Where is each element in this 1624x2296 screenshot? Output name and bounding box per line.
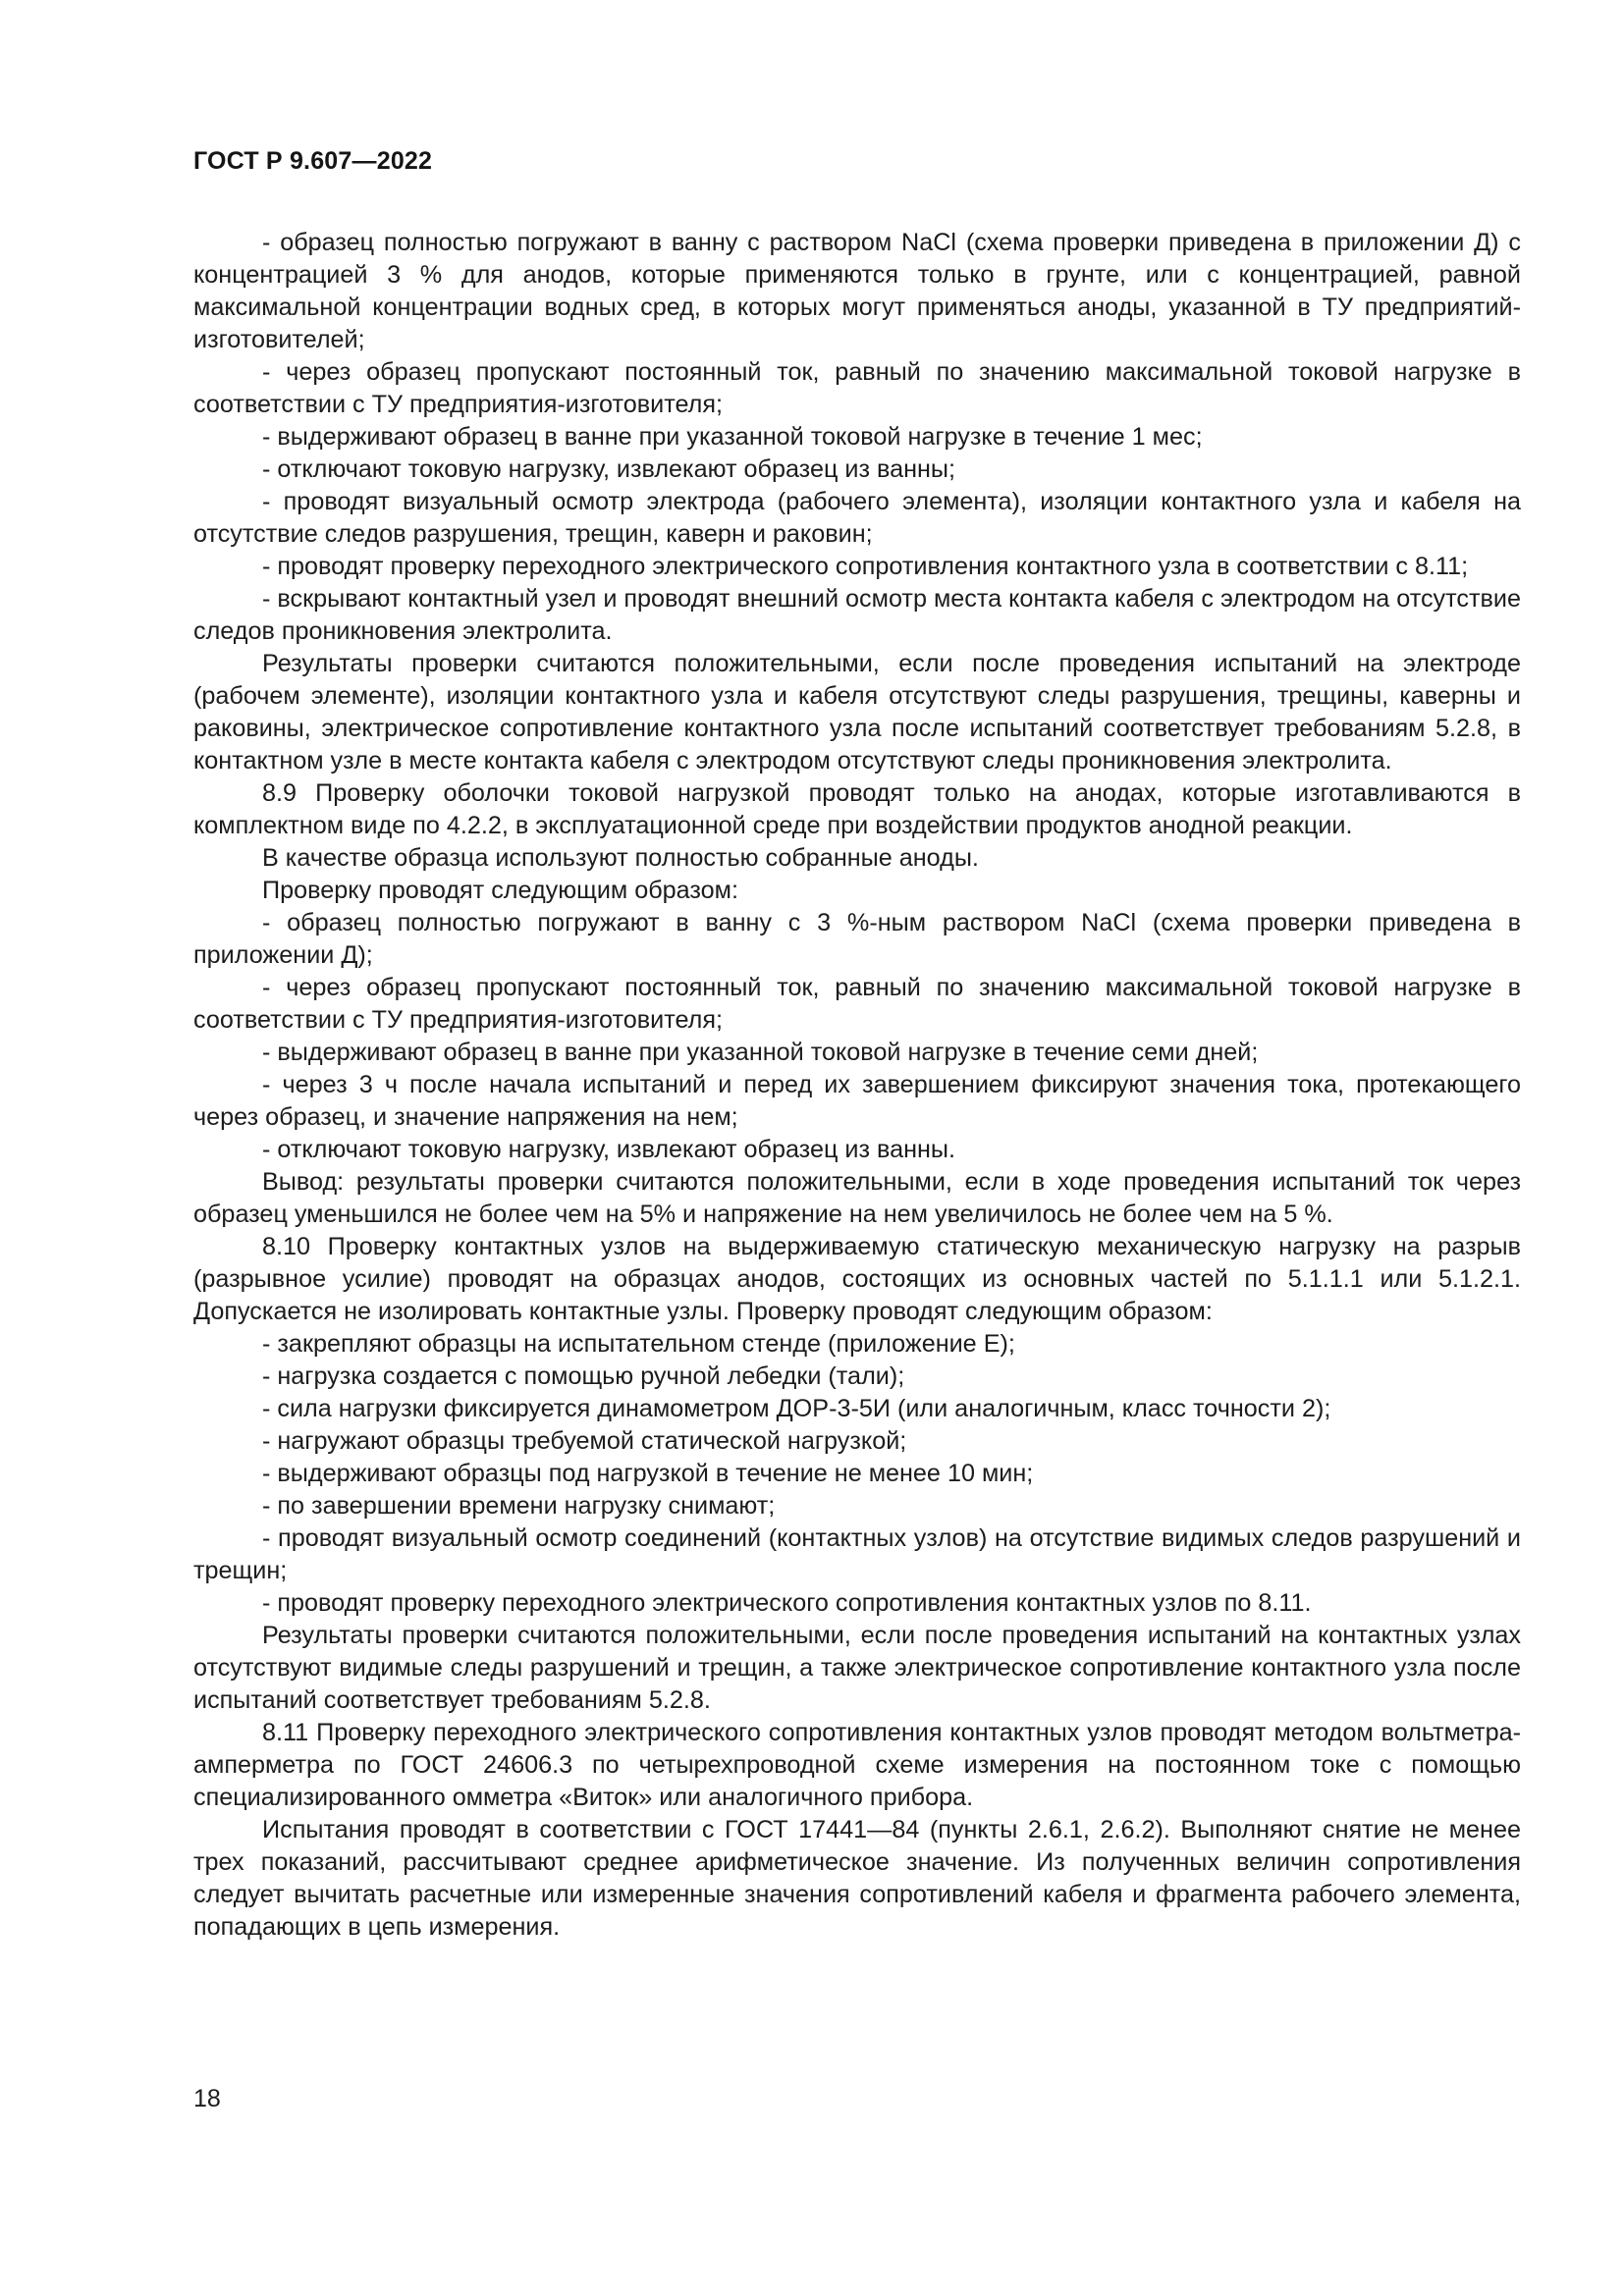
paragraph: - отключают токовую нагрузку, извлекают образец из ванны; [262,455,956,483]
paragraph: - отключают токовую нагрузку, извлекают образец из ванны. [262,1136,956,1163]
paragraph: - через 3 ч после начала испытаний и перед их завершением фиксируют значения тока, протекающего через образец, и значение напряжения на нем; [193,1071,1521,1131]
paragraph: - вскрывают контактный узел и проводят внешний осмотр места контакта кабеля с электродом на отсутствие следов проникновения электролита. [193,585,1521,645]
paragraph: - выдерживают образцы под нагрузкой в течение не менее 10 мин; [262,1460,1034,1487]
paragraph: Результаты проверки считаются положительными, если после проведения испытаний на электроде (рабочем элементе), изоляции контактного узла и кабеля отсутствуют следы разрушения, трещины, каверны и раковины, электрическое сопротивление контактного узла после испытаний соответствует требованиям 5.2.8, в контактном узле в месте контакта кабеля с электродом отсутствуют следы проникновения электролита. [193,650,1521,774]
paragraph: - проводят проверку переходного электрического сопротивления контактных узлов по 8.11. [262,1589,1312,1617]
paragraph: - выдерживают образец в ванне при указанной токовой нагрузке в течение семи дней; [262,1039,1259,1066]
paragraph: Проверку проводят следующим образом: [262,877,738,904]
page-header-doc-code: ГОСТ Р 9.607—2022 [193,147,433,175]
paragraph: - проводят визуальный осмотр электрода (рабочего элемента), изоляции контактного узла и кабеля на отсутствие следов разрушения, трещин, каверн и раковин; [193,488,1521,548]
paragraph: - проводят проверку переходного электрического сопротивления контактного узла в соответствии с 8.11; [262,553,1469,580]
paragraph: - по завершении времени нагрузку снимают; [262,1492,776,1520]
paragraph: 8.11 Проверку переходного электрического сопротивления контактных узлов проводят методом вольтметра-амперметра по ГОСТ 24606.3 по четырехпроводной схеме измерения на постоянном токе с помощью специализированного омметра «Виток» или аналогичного прибора. [193,1719,1521,1811]
paragraph: - проводят визуальный осмотр соединений (контактных узлов) на отсутствие видимых следов разрушений и трещин; [193,1524,1521,1584]
paragraph: - закрепляют образцы на испытательном стенде (приложение Е); [262,1330,1015,1358]
paragraph: Результаты проверки считаются положительными, если после проведения испытаний на контактных узлах отсутствуют видимые следы разрушений и трещин, а также электрическое сопротивление контактного узла после испытаний соответствует требованиям 5.2.8. [193,1622,1521,1714]
paragraph: - сила нагрузки фиксируется динамометром ДОР-3-5И (или аналогичным, класс точности 2); [262,1395,1331,1422]
paragraph: 8.10 Проверку контактных узлов на выдерживаемую статическую механическую нагрузку на разрыв (разрывное усилие) проводят на образцах анодов, состоящих из основных частей по 5.1.1.1 или 5.1.2.1. Допускается не изолировать контактные узлы. Проверку проводят следующим образом: [193,1233,1521,1325]
paragraph: 8.9 Проверку оболочки токовой нагрузкой проводят только на анодах, которые изготавливаются в комплектном виде по 4.2.2, в эксплуатационной среде при воздействии продуктов анодной реакции. [193,779,1521,839]
paragraph: - через образец пропускают постоянный ток, равный по значению максимальной токовой нагрузке в соответствии с ТУ предприятия-изготовителя; [193,974,1521,1034]
page-number: 18 [193,2085,221,2112]
paragraph: В качестве образца используют полностью собранные аноды. [262,844,979,872]
paragraph: - выдерживают образец в ванне при указанной токовой нагрузке в течение 1 мес; [262,423,1203,451]
paragraph: - через образец пропускают постоянный ток, равный по значению максимальной токовой нагрузке в соответствии с ТУ предприятия-изготовителя; [193,358,1521,418]
paragraph: - нагрузка создается с помощью ручной лебедки (тали); [262,1362,905,1390]
paragraph: Вывод: результаты проверки считаются положительными, если в ходе проведения испытаний ток через образец уменьшился не более чем на 5% и напряжение на нем увеличилось не более чем на 5 %. [193,1168,1521,1228]
body-text [193,227,1521,1944]
paragraph: - нагружают образцы требуемой статической нагрузкой; [262,1427,907,1455]
paragraph: Испытания проводят в соответствии с ГОСТ 17441—84 (пункты 2.6.1, 2.6.2). Выполняют снятие не менее трех показаний, рассчитывают среднее арифметическое значение. Из полученных величин сопротивления следует вычитать расчетные или измеренные значения сопротивлений кабеля и фрагмента рабочего элемента, попадающих в цепь измерения. [193,1816,1521,1941]
paragraph: - образец полностью погружают в ванну с 3 %-ным раствором NaCl (схема проверки приведена в приложении Д); [193,909,1521,969]
paragraph: - образец полностью погружают в ванну с раствором NaCl (схема проверки приведена в приложении Д) с концентрацией 3 % для анодов, которые применяются только в грунте, или с концентрацией, равной максимальной концентрации водных сред, в которых могут применяться аноды, указанной в ТУ предприятий-изготовителей; [193,229,1521,353]
